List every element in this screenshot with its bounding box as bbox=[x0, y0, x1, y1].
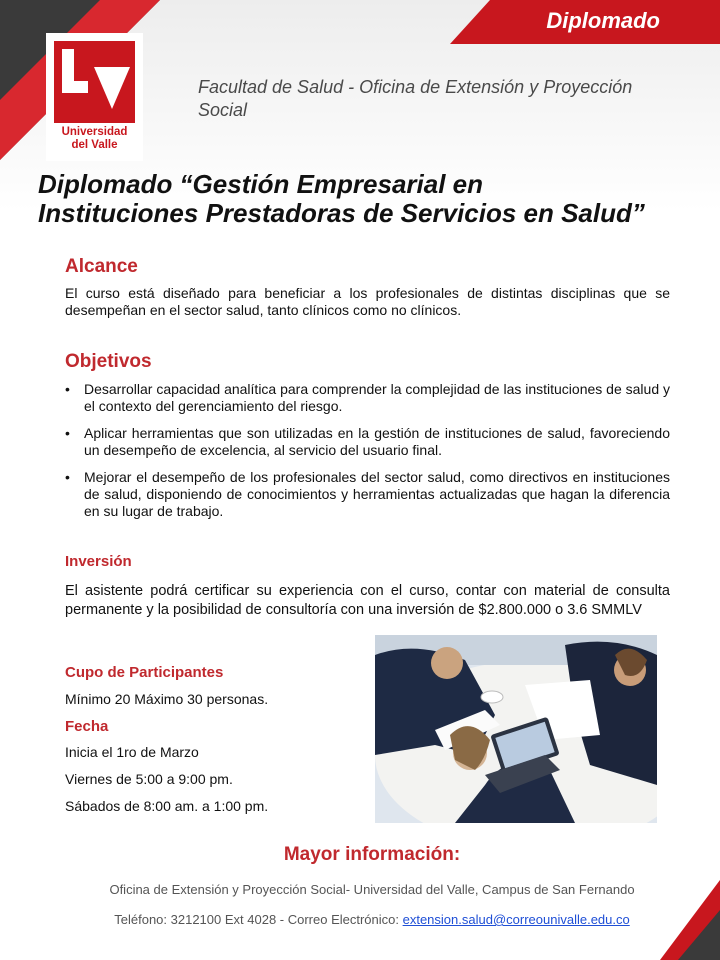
inversion-heading: Inversión bbox=[65, 553, 132, 570]
list-item: • Desarrollar capacidad analítica para comprender la complejidad de las instituciones de salud y el contexto del gerenciamiento del riesgo. bbox=[65, 381, 670, 414]
list-item: • Mejorar el desempeño de los profesionales del sector salud, como directivos en instituciones de salud, disponiendo de conocimientos y herramientas actualizadas que hagan la diferencia en su lugar de trabajo. bbox=[65, 469, 670, 519]
cupo-text: Mínimo 20 Máximo 30 personas. bbox=[65, 691, 269, 707]
objetivos-list bbox=[65, 381, 670, 530]
page-title bbox=[38, 170, 698, 228]
list-item: • Aplicar herramientas que son utilizadas en la gestión de instituciones de salud, favoreciendo un desempeño de excelencia, al servicio del usuario final. bbox=[65, 425, 670, 458]
alcance-heading: Alcance bbox=[65, 256, 138, 277]
mayor-informacion-heading: Mayor información: bbox=[283, 844, 461, 865]
objetivo-text: Mejorar el desempeño de los profesionales del sector salud, como directivos en instituciones de salud, disponiendo de conocimientos y herramientas actualizadas que hagan la diferencia en su lugar de trabajo. bbox=[84, 469, 670, 519]
objetivo-text: Desarrollar capacidad analítica para comprender la complejidad de las instituciones de salud y el contexto del gerenciamiento del riesgo. bbox=[84, 381, 670, 414]
objetivo-text: Aplicar herramientas que son utilizadas en la gestión de instituciones de salud, favoreciendo un desempeño de excelencia, al servicio del usuario final. bbox=[84, 425, 670, 458]
email-link[interactable]: extension.salud@correounivalle.edu.co bbox=[402, 912, 630, 927]
contact-line bbox=[0, 912, 720, 927]
faculty-subtitle: Facultad de Salud - Oficina de Extensión y Proyección Social bbox=[198, 77, 633, 120]
business-meeting-photo bbox=[375, 635, 657, 823]
banner-label: Diplomado bbox=[546, 8, 660, 33]
office-address: Oficina de Extensión y Proyección Social- Universidad del Valle, Campus de San Fernando bbox=[109, 882, 635, 897]
inversion-text: El asistente podrá certificar su experiencia con el curso, contar con material de consulta permanente y la posibilidad de consultoría con una inversión de $2.800.000 o 3.6 SMMLV bbox=[65, 583, 670, 618]
logo-text bbox=[46, 126, 143, 152]
objetivos-heading: Objetivos bbox=[65, 351, 152, 372]
title-line2: Instituciones Prestadoras de Servicios en Salud” bbox=[38, 198, 645, 228]
university-logo bbox=[46, 33, 143, 161]
fecha-viernes: Viernes de 5:00 a 9:00 pm. bbox=[65, 771, 233, 787]
fecha-heading: Fecha bbox=[65, 718, 109, 735]
fecha-start: Inicia el 1ro de Marzo bbox=[65, 744, 199, 760]
title-line1: Diplomado “Gestión Empresarial en bbox=[38, 169, 483, 199]
logo-line2: del Valle bbox=[71, 139, 118, 151]
logo-mark-icon bbox=[54, 41, 135, 123]
phone-text: Teléfono: 3212100 Ext 4028 - Correo Electrónico: bbox=[114, 912, 403, 927]
alcance-text: El curso está diseñado para beneficiar a los profesionales de distintas disciplinas que se desempeñan en el sector salud, tanto clínicos como no clínicos. bbox=[65, 285, 670, 318]
fecha-sabados: Sábados de 8:00 am. a 1:00 pm. bbox=[65, 798, 269, 814]
cupo-heading: Cupo de Participantes bbox=[65, 664, 224, 681]
logo-line1: Universidad bbox=[61, 126, 128, 138]
